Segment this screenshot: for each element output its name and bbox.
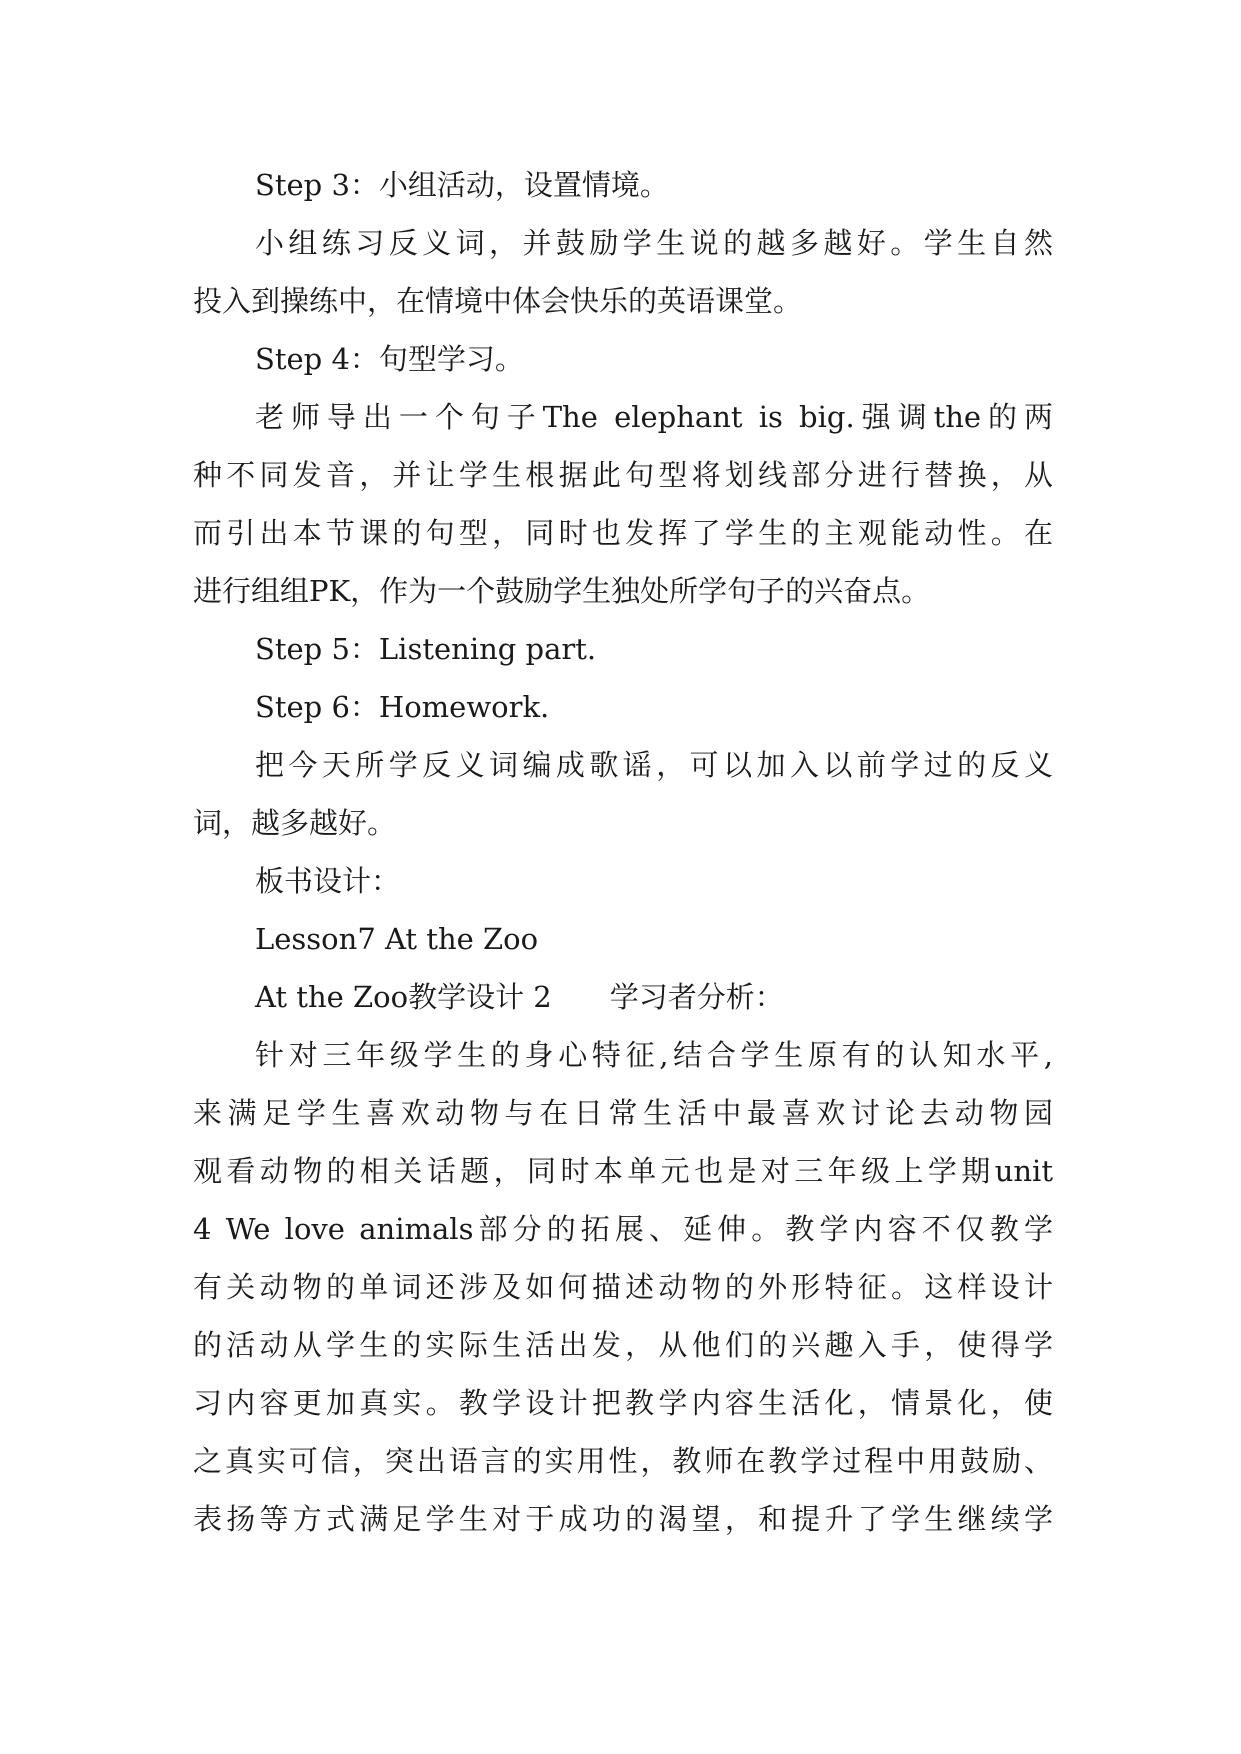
text-line: At the Zoo教学设计 2 学习者分析： — [255, 980, 784, 1014]
text-line: 之真实可信，突出语言的实用性，教师在教学过程中用鼓励、 — [193, 1444, 1053, 1478]
text-line: Lesson7 At the Zoo — [255, 922, 539, 956]
text-line: 的活动从学生的实际生活出发，从他们的兴趣入手，使得学 — [193, 1328, 1053, 1362]
text-line: 投入到操练中，在情境中体会快乐的英语课堂。 — [193, 284, 803, 318]
text-line: 种不同发音，并让学生根据此句型将划线部分进行替换，从 — [193, 458, 1053, 492]
text-line: Step 3：小组活动，设置情境。 — [255, 168, 669, 202]
text-line: Step 5：Listening part. — [255, 632, 597, 666]
text-line: 小组练习反义词，并鼓励学生说的越多越好。学生自然 — [255, 226, 1053, 260]
text-line: Step 4：句型学习。 — [255, 342, 524, 376]
text-line: 板书设计： — [255, 864, 401, 898]
text-line: 而引出本节课的句型，同时也发挥了学生的主观能动性。在 — [193, 516, 1053, 550]
text-line: 老师导出一个句子The elephant is big.强调the的两 — [255, 400, 1053, 434]
text-line: 有关动物的单词还涉及如何描述动物的外形特征。这样设计 — [193, 1270, 1053, 1304]
text-line: Step 6：Homework. — [255, 690, 550, 724]
text-line: 4 We love animals部分的拓展、延伸。教学内容不仅教学 — [193, 1212, 1053, 1246]
text-line: 表扬等方式满足学生对于成功的渴望，和提升了学生继续学 — [193, 1502, 1053, 1536]
document-body — [193, 156, 1053, 1548]
text-line: 习内容更加真实。教学设计把教学内容生活化，情景化，使 — [193, 1386, 1053, 1420]
text-line: 把今天所学反义词编成歌谣，可以加入以前学过的反义 — [255, 748, 1053, 782]
text-line: 词，越多越好。 — [193, 806, 397, 840]
text-line: 观看动物的相关话题，同时本单元也是对三年级上学期unit — [193, 1154, 1053, 1188]
text-line: 针对三年级学生的身心特征,结合学生原有的认知水平, — [255, 1038, 1053, 1072]
text-line: 来满足学生喜欢动物与在日常生活中最喜欢讨论去动物园 — [193, 1096, 1053, 1130]
text-line: 进行组组PK，作为一个鼓励学生独处所学句子的兴奋点。 — [193, 574, 931, 608]
